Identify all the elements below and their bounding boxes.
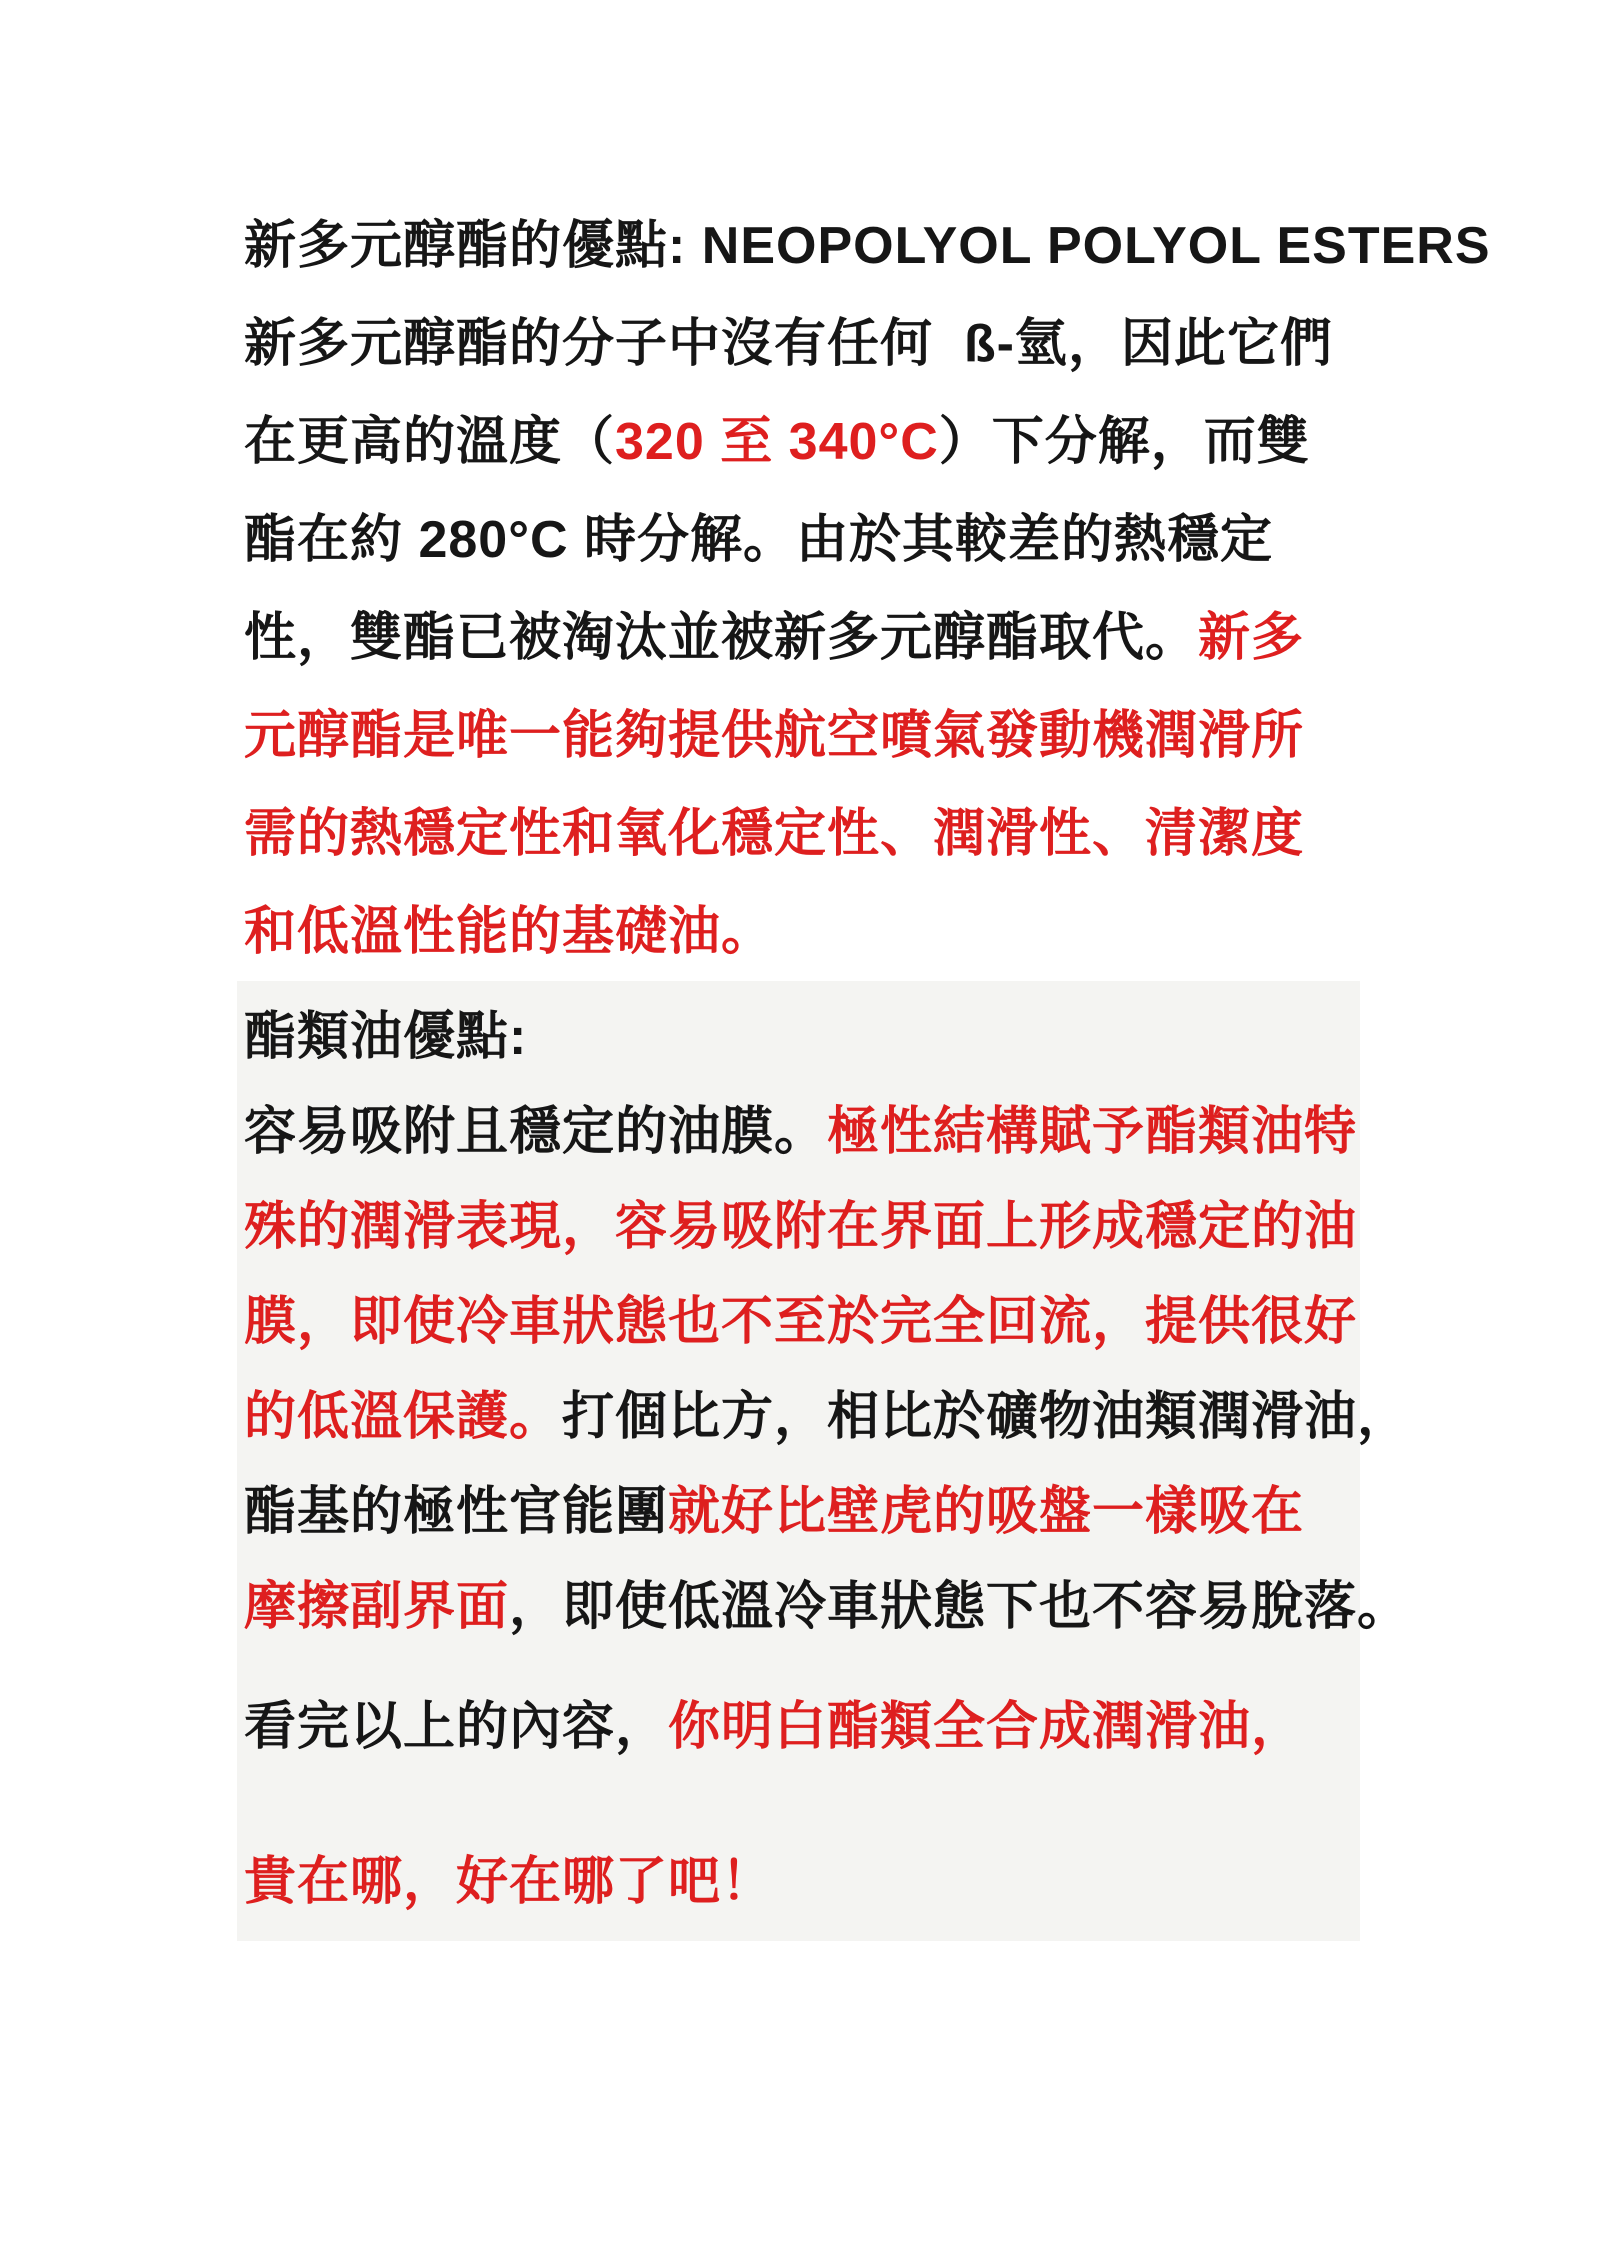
text-line: [237, 1560, 1411, 1655]
text-line: [237, 197, 1491, 295]
highlighted-text-segment: 摩擦副界面: [244, 1578, 510, 1636]
ester-advantages-panel: [237, 981, 1411, 1941]
highlighted-text-segment: 殊的潤滑表現，容易吸附在界面上形成穩定的油: [244, 1198, 1358, 1256]
text-line: [237, 1465, 1360, 1560]
text-line: [237, 1275, 1360, 1370]
text-line: [237, 1835, 1360, 1930]
text-segment: 打個比方，相比於礦物油類潤滑油，: [562, 1388, 1411, 1446]
text-segment: ，即使低溫冷車狀態下也不容易脫落。: [509, 1578, 1411, 1636]
text-line: [237, 1180, 1360, 1275]
text-segment: 性，雙酯已被淘汰並被新多元醇酯取代。: [244, 609, 1199, 667]
text-segment: 新多元醇酯的分子中沒有任何 ß-氫，因此它們: [244, 315, 1333, 373]
intro-section: [237, 197, 1491, 981]
text-segment: 酯基的極性官能團: [244, 1483, 669, 1541]
text-segment: 新多元醇酯的優點: NEOPOLYOL POLYOL ESTERS: [244, 217, 1491, 275]
highlighted-text-segment: 的低溫保護。: [244, 1388, 563, 1446]
text-line: [237, 589, 1360, 687]
text-segment: ）下分解，而雙: [938, 413, 1310, 471]
highlighted-text-segment: 元醇酯是唯一能夠提供航空噴氣發動機潤滑所: [244, 707, 1305, 765]
text-segment: 酯類油優點:: [244, 1008, 528, 1066]
highlighted-text-segment: 320 至 340°C: [615, 413, 939, 471]
text-line: [237, 491, 1360, 589]
text-line: [237, 990, 1360, 1085]
text-segment: 酯在約 280°C 時分解。由於其較差的熱穩定: [244, 511, 1274, 569]
text-line: [237, 1085, 1360, 1180]
text-line: [237, 1680, 1360, 1775]
text-line: [237, 393, 1360, 491]
text-line: [237, 1370, 1411, 1465]
text-line: [237, 785, 1360, 883]
document-body: [237, 197, 1491, 1941]
paragraph: [237, 1835, 1360, 1930]
text-segment: 在更高的溫度（: [244, 413, 616, 471]
text-line: [237, 295, 1360, 393]
highlighted-text-segment: 新多: [1198, 609, 1305, 667]
highlighted-text-segment: 你明白酯類全合成潤滑油，: [668, 1698, 1305, 1756]
highlighted-text-segment: 膜，即使冷車狀態也不至於完全回流，提供很好: [244, 1293, 1358, 1351]
highlighted-text-segment: 就好比壁虎的吸盤一樣吸在: [668, 1483, 1305, 1541]
highlighted-text-segment: 貴在哪，好在哪了吧！: [244, 1853, 775, 1911]
text-segment: 容易吸附且穩定的油膜。: [244, 1103, 828, 1161]
text-line: [237, 687, 1360, 785]
text-segment: 看完以上的內容，: [244, 1698, 669, 1756]
highlighted-text-segment: 需的熱穩定性和氧化穩定性、潤滑性、清潔度: [244, 805, 1305, 863]
paragraph: [237, 990, 1411, 1655]
highlighted-text-segment: 和低溫性能的基礎油。: [244, 903, 775, 961]
highlighted-text-segment: 極性結構賦予酯類油特: [827, 1103, 1358, 1161]
text-line: [237, 883, 1360, 981]
paragraph: [237, 197, 1491, 981]
paragraph: [237, 1680, 1360, 1775]
